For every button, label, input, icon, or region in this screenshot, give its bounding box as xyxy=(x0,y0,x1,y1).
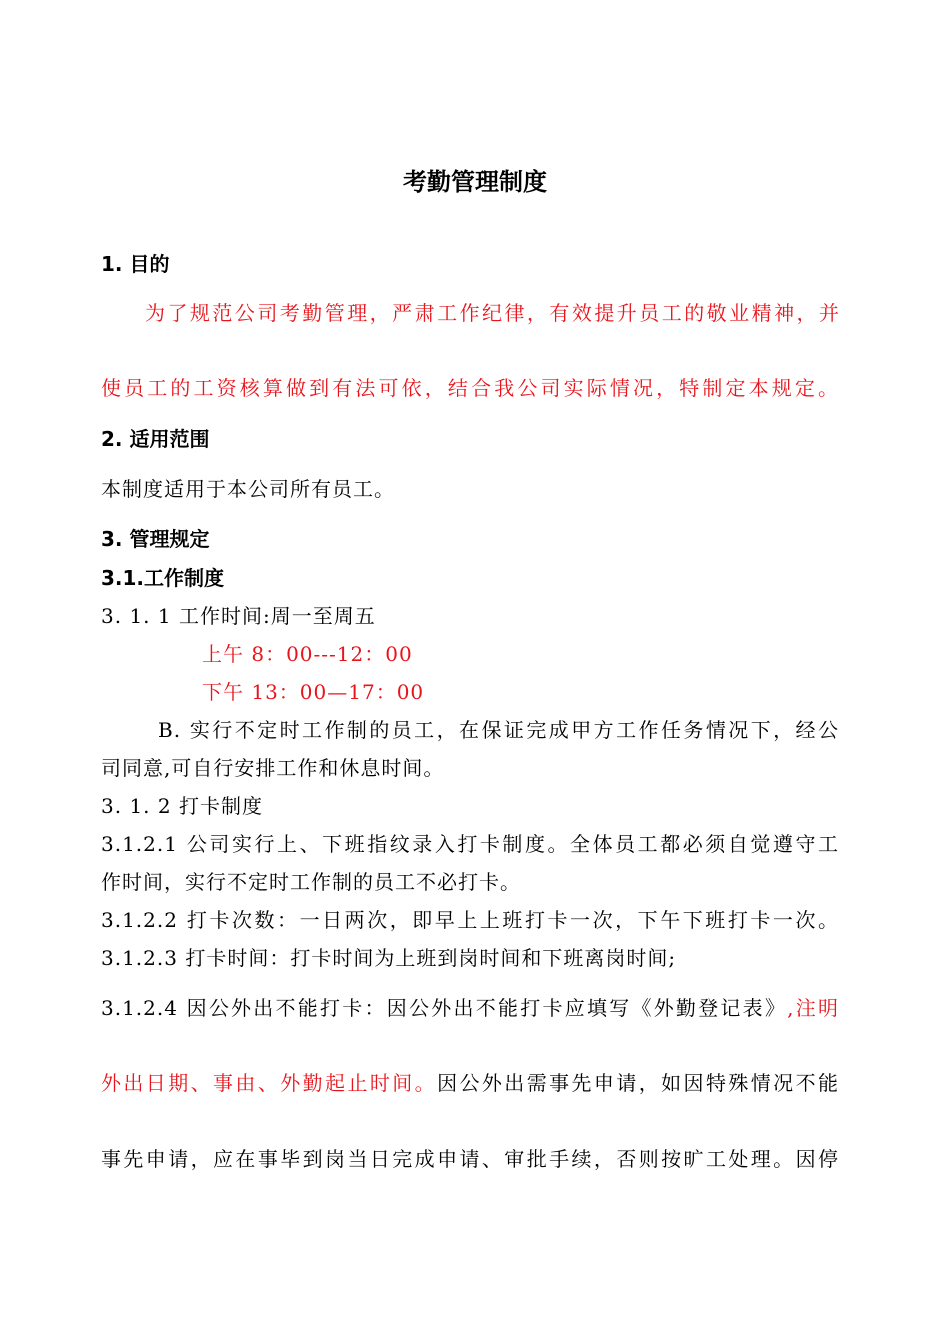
clock-in-rule-4-line-2 xyxy=(101,1071,839,1095)
clock-in-rule-4-line-3: 事先申请，应在事毕到岗当日完成申请、审批手续，否则按旷工处理。因停 xyxy=(101,1147,839,1171)
document-title: 考勤管理制度 xyxy=(403,168,547,196)
section-2-heading: 2. 适用范围 xyxy=(101,427,210,451)
flexible-work-line-2: 司同意,可自行安排工作和休息时间。 xyxy=(101,756,445,780)
purpose-line-1: 为了规范公司考勤管理，严肃工作纪律，有效提升员工的敬业精神，并 xyxy=(145,301,839,325)
section-1-heading: 1. 目的 xyxy=(101,252,170,276)
flexible-work-line-1: B. 实行不定时工作制的员工，在保证完成甲方工作任务情况下，经公 xyxy=(158,718,839,742)
subsection-3-1-heading: 3.1.工作制度 xyxy=(101,566,225,590)
clock-in-rule-4-line-1 xyxy=(101,996,839,1020)
purpose-line-2: 使员工的工资核算做到有法可依，结合我公司实际情况，特制定本规定。 xyxy=(101,376,839,400)
clock-in-rule-2: 3.1.2.2 打卡次数：一日两次，即早上上班打卡一次，下午下班打卡一次。 xyxy=(101,908,839,932)
scope-text: 本制度适用于本公司所有员工。 xyxy=(101,477,395,501)
rule-4-red-note: ,注明 xyxy=(787,996,840,1020)
clock-in-rule-1-line-2: 作时间，实行不定时工作制的员工不必打卡。 xyxy=(101,870,521,894)
clock-in-rule-1-line-1: 3.1.2.1 公司实行上、下班指纹录入打卡制度。全体员工都必须自觉遵守工 xyxy=(101,832,839,856)
rule-4-red-detail: 外出日期、事由、外勤起止时间。 xyxy=(101,1071,438,1095)
section-3-heading: 3. 管理规定 xyxy=(101,527,210,551)
afternoon-hours: 下午 13：00—17：00 xyxy=(202,680,425,704)
clock-in-heading: 3. 1. 2 打卡制度 xyxy=(101,794,263,818)
work-hours-line: 3. 1. 1 工作时间:周一至周五 xyxy=(101,604,376,628)
morning-hours: 上午 8：00---12：00 xyxy=(202,642,413,666)
rule-4-text: 3.1.2.4 因公外出不能打卡：因公外出不能打卡应填写《外勤登记表》 xyxy=(101,996,788,1020)
clock-in-rule-3: 3.1.2.3 打卡时间：打卡时间为上班到岗时间和下班离岗时间; xyxy=(101,946,677,970)
rule-4-continuation: 因公外出需事先申请，如因特殊情况不能 xyxy=(437,1071,839,1095)
